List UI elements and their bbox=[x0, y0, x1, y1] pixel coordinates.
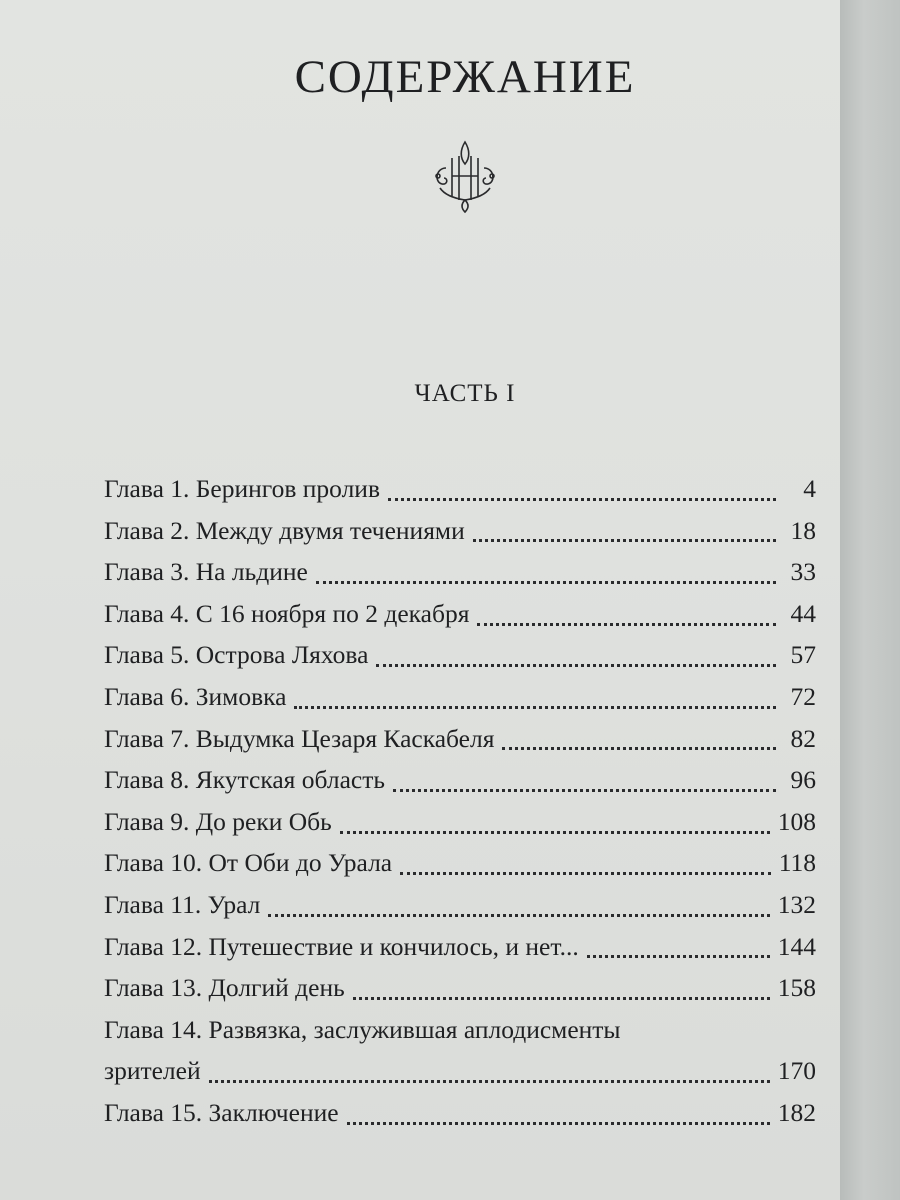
leader-dots bbox=[400, 871, 771, 875]
leader-dots bbox=[587, 954, 770, 958]
toc-entry bbox=[104, 468, 816, 510]
toc-entry-page: 144 bbox=[777, 931, 816, 961]
toc-entry-page: 170 bbox=[777, 1056, 816, 1086]
toc-entry-title: Глава 15. Заключение bbox=[104, 1097, 339, 1127]
toc-entry-page: 33 bbox=[790, 557, 816, 587]
leader-dots bbox=[316, 580, 776, 584]
toc-entry-title: Глава 9. До реки Обь bbox=[104, 806, 332, 836]
toc-entry-page: 18 bbox=[790, 515, 816, 545]
toc-entry-title: Глава 10. От Оби до Урала bbox=[104, 848, 393, 878]
toc-entry bbox=[104, 676, 816, 718]
table-of-contents bbox=[104, 468, 816, 1134]
toc-entry bbox=[104, 926, 816, 968]
toc-entry-title: Глава 11. Урал bbox=[104, 889, 261, 919]
toc-entry bbox=[104, 801, 816, 843]
toc-entry bbox=[104, 759, 816, 801]
leader-dots bbox=[268, 913, 769, 917]
toc-entry-title: Глава 2. Между двумя течениями bbox=[104, 515, 465, 545]
toc-entry-page: 158 bbox=[777, 973, 816, 1003]
toc-entry-title: Глава 4. С 16 ноября по 2 декабря bbox=[104, 598, 470, 628]
leader-dots bbox=[473, 538, 776, 542]
toc-entry-page: 57 bbox=[790, 640, 816, 670]
toc-entry-page: 118 bbox=[778, 848, 816, 878]
toc-entry-title: Глава 1. Берингов пролив bbox=[104, 474, 380, 503]
toc-entry-title: Глава 13. Долгий день bbox=[104, 973, 345, 1003]
toc-entry bbox=[104, 634, 816, 676]
leader-dots bbox=[477, 622, 776, 626]
toc-entry bbox=[104, 1092, 816, 1134]
leader-dots bbox=[388, 497, 776, 501]
toc-entry-title: Глава 12. Путешествие и кончилось, и нет... bbox=[104, 931, 579, 961]
leader-dots bbox=[376, 663, 776, 667]
page-title: СОДЕРЖАНИЕ bbox=[294, 51, 636, 103]
toc-entry-title: Глава 3. На льдине bbox=[104, 557, 308, 587]
leader-dots bbox=[393, 788, 776, 792]
part-heading: ЧАСТЬ I bbox=[414, 380, 516, 407]
toc-entry-continuation bbox=[104, 1050, 816, 1092]
toc-entry-page: 96 bbox=[790, 765, 816, 795]
toc-entry bbox=[104, 884, 816, 926]
leader-dots bbox=[294, 705, 776, 709]
toc-entry-page: 182 bbox=[777, 1097, 816, 1127]
leader-dots bbox=[340, 830, 770, 834]
toc-entry bbox=[104, 1009, 816, 1051]
toc-entry-title: Глава 5. Острова Ляхова bbox=[104, 640, 369, 670]
toc-entry-page: 82 bbox=[790, 723, 816, 753]
toc-entry-page: 72 bbox=[790, 681, 816, 711]
toc-entry bbox=[104, 967, 816, 1009]
toc-entry-page: 108 bbox=[777, 806, 816, 836]
toc-entry-title: Глава 8. Якутская область bbox=[104, 765, 385, 795]
leader-dots bbox=[209, 1079, 770, 1083]
toc-entry bbox=[104, 718, 816, 760]
monogram-ornament-icon bbox=[430, 138, 500, 214]
toc-entry bbox=[104, 510, 816, 552]
leader-dots bbox=[502, 746, 776, 750]
toc-entry-title: Глава 14. Развязка, заслужившая аплодисменты bbox=[104, 1014, 621, 1044]
toc-entry-title: Глава 7. Выдумка Цезаря Каскабеля bbox=[104, 723, 495, 753]
toc-entry bbox=[104, 551, 816, 593]
toc-entry-page: 132 bbox=[777, 889, 816, 919]
toc-entry-title: зрителей bbox=[104, 1056, 201, 1086]
leader-dots bbox=[353, 996, 770, 1000]
toc-entry-page: 44 bbox=[790, 598, 816, 628]
toc-entry bbox=[104, 842, 816, 884]
toc-entry-page: 4 bbox=[803, 474, 816, 503]
toc-entry-title: Глава 6. Зимовка bbox=[104, 681, 287, 711]
toc-entry bbox=[104, 593, 816, 635]
adjacent-page-edge bbox=[840, 0, 900, 1200]
leader-dots bbox=[347, 1121, 770, 1125]
